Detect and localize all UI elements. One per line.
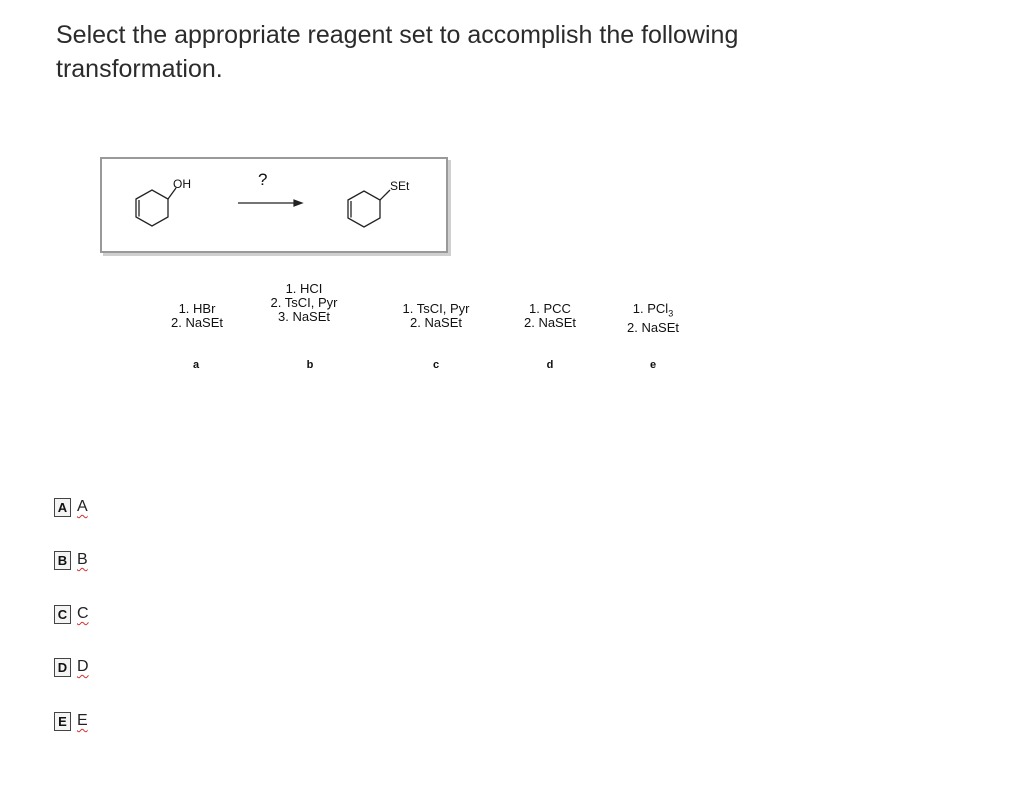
option-d-step-2: 2. NaSEt — [523, 315, 577, 330]
option-a-step-2: 2. NaSEt — [170, 315, 224, 330]
option-b-step-3: 3. NaSEt — [277, 309, 331, 324]
choice-b-marker[interactable]: B — [54, 551, 71, 570]
option-a-step-1: 1. HBr — [178, 301, 216, 316]
question-line-2: transformation. — [56, 55, 223, 83]
answer-choice-b[interactable] — [54, 549, 88, 571]
choice-e-marker[interactable]: E — [54, 712, 71, 731]
option-a-letter: a — [192, 359, 200, 371]
question-text — [56, 18, 836, 86]
answer-choice-a[interactable] — [54, 496, 88, 518]
option-e-step-2: 2. NaSEt — [626, 319, 680, 335]
option-b-letter: b — [306, 359, 314, 371]
answer-choice-c[interactable] — [54, 603, 89, 625]
option-e-step-1 — [598, 302, 708, 321]
option-c-reagents — [381, 302, 491, 330]
option-b-reagents — [249, 282, 359, 324]
reaction-scheme — [100, 157, 448, 253]
option-e-subscript: 3 — [668, 308, 674, 319]
option-c-letter: c — [432, 359, 440, 371]
reagent-unknown: ? — [258, 170, 268, 189]
option-c-step-2: 2. NaSEt — [409, 315, 463, 330]
option-d-letter: d — [546, 359, 554, 371]
hydroxyl-label: OH — [173, 177, 191, 191]
choice-b-label[interactable]: B — [77, 551, 88, 568]
option-d-reagents — [495, 302, 605, 330]
choice-a-marker[interactable]: A — [54, 498, 71, 517]
option-b-step-1: 1. HCI — [285, 281, 323, 296]
choice-e-label[interactable]: E — [77, 712, 88, 729]
thioether-label: SEt — [390, 179, 410, 193]
option-b-step-2: 2. TsCI, Pyr — [270, 295, 338, 310]
option-e-reagents — [598, 302, 708, 335]
choice-a-label[interactable]: A — [77, 498, 88, 515]
answer-choice-e[interactable] — [54, 710, 88, 732]
choice-d-marker[interactable]: D — [54, 658, 71, 677]
option-d-step-1: 1. PCC — [529, 301, 571, 316]
choice-c-marker[interactable]: C — [54, 605, 71, 624]
reaction-scheme-drawing — [102, 159, 446, 251]
option-e-step-1-text: 1. PCl — [632, 301, 669, 316]
choice-d-label[interactable]: D — [77, 658, 89, 675]
reactant-structure — [136, 188, 176, 226]
reaction-arrow — [238, 200, 302, 206]
option-a-reagents — [142, 302, 252, 330]
option-c-step-1: 1. TsCI, Pyr — [402, 301, 470, 316]
question-line-1: Select the appropriate reagent set to accomplish the following — [56, 21, 739, 49]
product-structure — [348, 190, 390, 227]
option-e-letter: e — [649, 359, 657, 371]
choice-c-label[interactable]: C — [77, 605, 89, 622]
answer-choice-d[interactable] — [54, 656, 89, 678]
